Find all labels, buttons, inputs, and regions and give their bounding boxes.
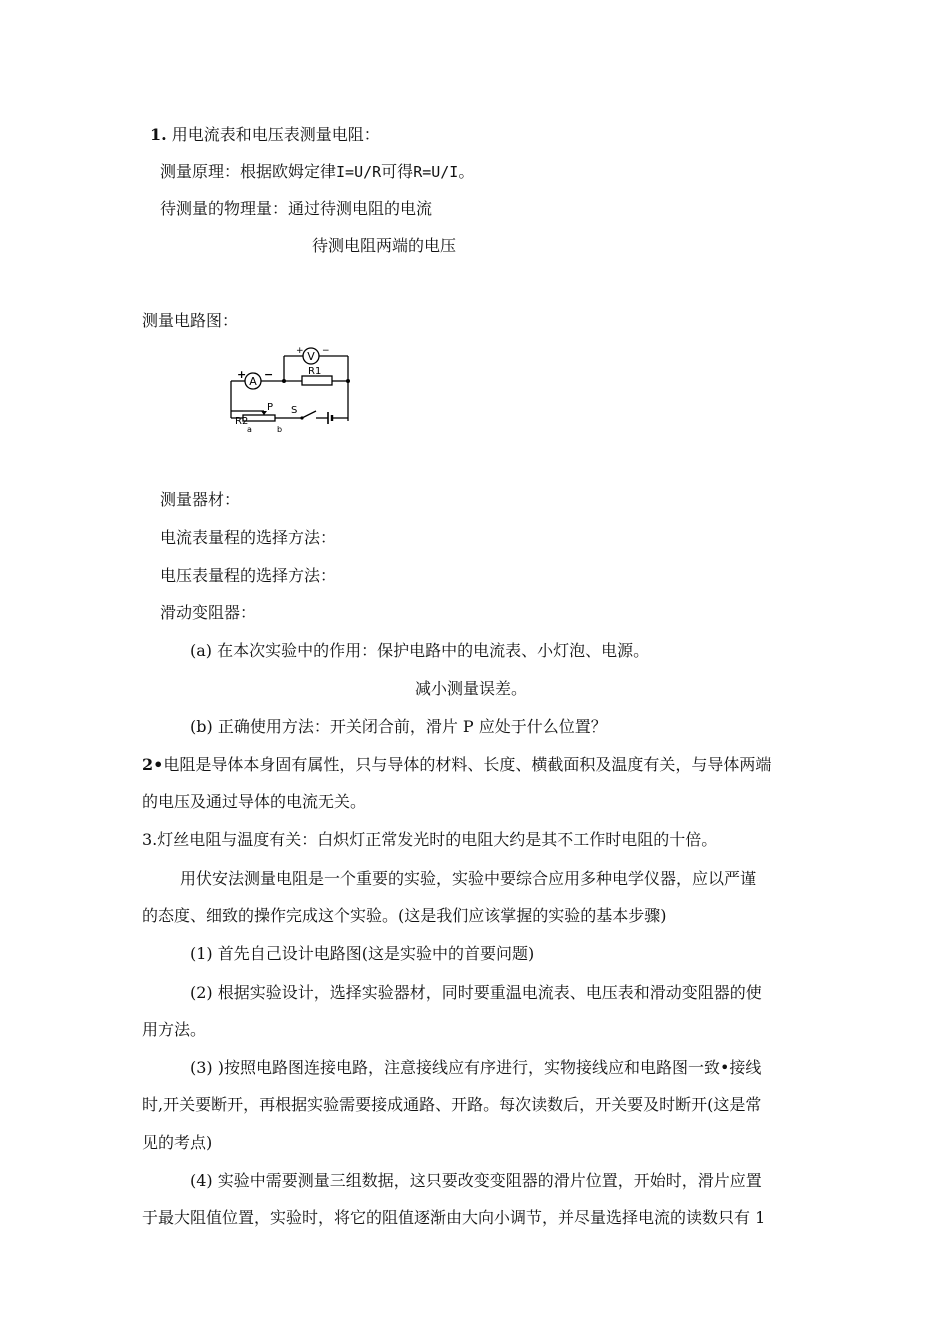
principle-end: 。: [458, 162, 475, 181]
section-2-line-2: 的电压及通过导体的电流无关。: [142, 792, 367, 811]
step-3-line-3: 见的考点): [142, 1133, 213, 1152]
item-a-line-1: (a) 在本次实验中的作用：保护电路中的电流表、小灯泡、电源。: [190, 641, 650, 660]
step-1: (1) 首先自己设计电路图(这是实验中的首要问题): [190, 944, 535, 963]
section-number: 1.: [150, 125, 167, 144]
end-a-label: a: [247, 425, 252, 434]
step-2-line-2: 用方法。: [142, 1020, 207, 1039]
step-4-line-1: (4) 实验中需要测量三组数据，这只要改变变阻器的滑片位置，开始时，滑片应置: [190, 1171, 762, 1190]
equipment-label: 测量器材：: [160, 490, 241, 509]
intro-line-1: 用伏安法测量电阻是一个重要的实验，实验中要综合应用多种电学仪器，应以严谨: [180, 869, 757, 888]
formula-resistance: R=U/I: [413, 163, 459, 181]
r2-label: R2: [235, 416, 249, 427]
principle-prefix: 测量原理：根据欧姆定律: [160, 162, 337, 181]
section-2-text-1: 电阻是导体本身固有属性，只与导体的材料、长度、横截面积及温度有关，与导体两端: [163, 755, 772, 774]
section-title: 用电流表和电压表测量电阻：: [171, 125, 380, 144]
section-2-number: 2•: [142, 755, 164, 774]
resistor-r1: [302, 376, 332, 385]
section-3-number: 3.: [142, 830, 158, 849]
circuit-diagram: [228, 343, 360, 438]
section-3-text: 灯丝电阻与温度有关：白炽灯正常发光时的电阻大约是其不工作时电阻的十倍。: [157, 830, 718, 849]
section-1-heading: [150, 125, 380, 145]
step-3-line-2: 时,开关要断开，再根据实验需要接成通路、开路。每次读数后，开关要及时断开(这是常: [142, 1095, 762, 1114]
voltmeter-plus: +: [296, 346, 304, 356]
circuit-label: 测量电路图：: [142, 311, 239, 330]
quantities-line-1: 待测量的物理量：通过待测电阻的电流: [160, 199, 433, 218]
section-2-line-1: [142, 755, 771, 775]
switch-blade: [302, 411, 316, 418]
junction-left: [282, 379, 286, 383]
switch-pivot: [300, 416, 303, 419]
ammeter-plus: +: [237, 368, 247, 381]
ammeter-label: A: [249, 375, 257, 388]
item-b: (b) 正确使用方法：开关闭合前，滑片 P 应处于什么位置？: [190, 717, 607, 736]
voltmeter-minus: −: [322, 346, 330, 356]
slider-label: P: [267, 402, 274, 413]
step-3-line-1: (3) )按照电路图连接电路，注意接线应有序进行，实物接线应和电路图一致•接线: [190, 1058, 762, 1077]
quantities-line-2: 待测电阻两端的电压: [312, 236, 457, 255]
principle-mid: 可得: [381, 162, 414, 181]
switch-label: S: [291, 405, 298, 416]
intro-line-2: 的态度、细致的操作完成这个实验。(这是我们应该掌握的实验的基本步骤): [142, 906, 667, 925]
ammeter-range-label: 电流表量程的选择方法：: [160, 528, 337, 547]
step-4-line-2: 于最大阻值位置，实验时，将它的阻值逐渐由大向小调节，并尽量选择电流的读数只有 1: [142, 1208, 766, 1227]
section-3-line-1: [142, 830, 717, 850]
ammeter-minus: −: [264, 368, 274, 381]
r1-label: R1: [308, 366, 322, 377]
junction-right: [346, 379, 350, 383]
item-a-line-2: 减小测量误差。: [415, 679, 528, 698]
principle-line: [160, 162, 474, 182]
voltmeter-label: V: [307, 350, 315, 363]
step-2-line-1: (2) 根据实验设计，选择实验器材，同时要重温电流表、电压表和滑动变阻器的使: [190, 983, 762, 1002]
end-b-label: b: [277, 425, 283, 434]
voltmeter-range-label: 电压表量程的选择方法：: [160, 566, 337, 585]
rheostat-label: 滑动变阻器：: [160, 603, 257, 622]
formula-ohm: I=U/R: [336, 163, 382, 181]
